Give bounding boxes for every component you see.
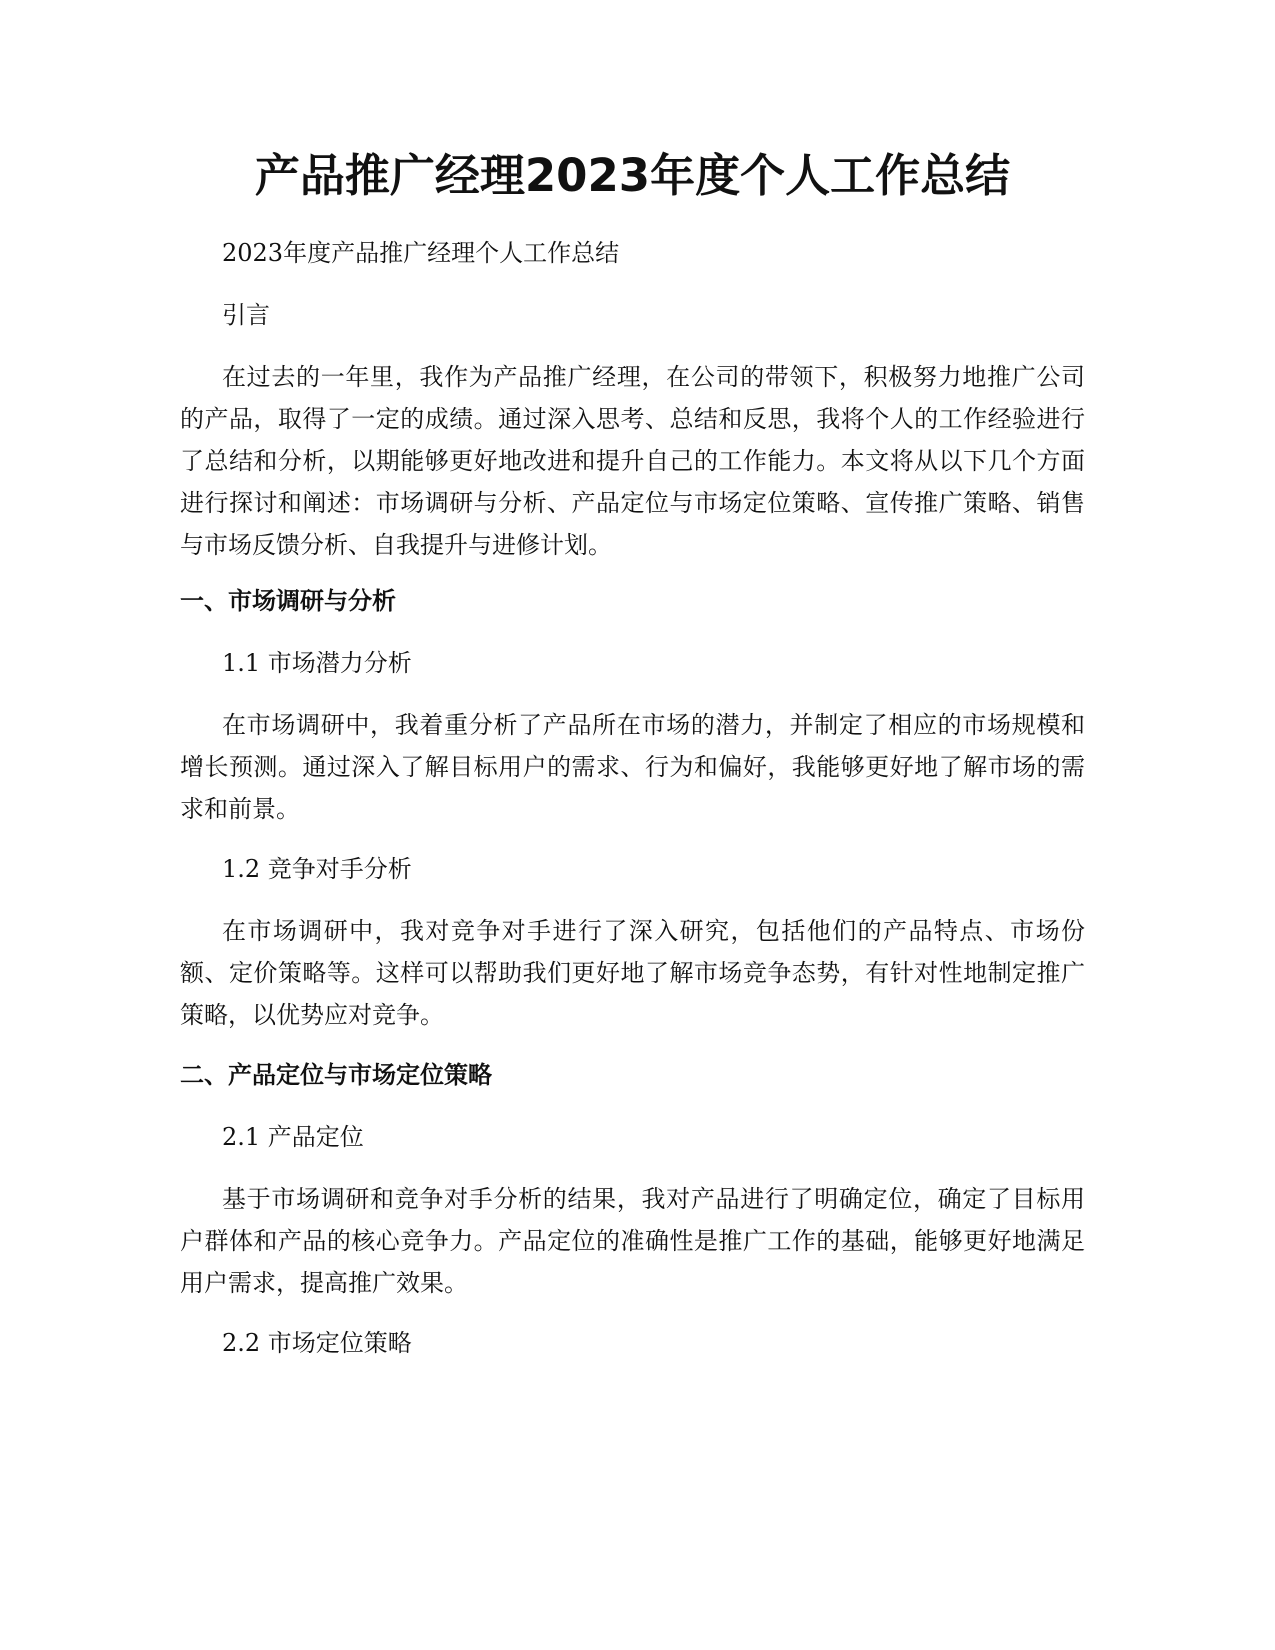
section-2-1-paragraph: 基于市场调研和竞争对手分析的结果，我对产品进行了明确定位，确定了目标用户群体和产品的核心竞争力。产品定位的准确性是推广工作的基础，能够更好地满足用户需求，提高推广效果。 (180, 1185, 1085, 1297)
section-2-2-title: 2.2 市场定位策略 (222, 1329, 412, 1357)
document-title: 产品推广经理2023年度个人工作总结 (254, 149, 1011, 202)
section-1-2-title: 1.2 竞争对手分析 (222, 855, 412, 883)
intro-label: 引言 (222, 301, 270, 329)
section-2-1-title: 2.1 产品定位 (222, 1123, 364, 1151)
document-subtitle: 2023年度产品推广经理个人工作总结 (222, 239, 620, 267)
section-1-2-paragraph: 在市场调研中，我对竞争对手进行了深入研究，包括他们的产品特点、市场份额、定价策略等。这样可以帮助我们更好地了解市场竞争态势，有针对性地制定推广策略，以优势应对竞争。 (180, 917, 1085, 1029)
section-2-heading: 二、产品定位与市场定位策略 (180, 1061, 492, 1089)
section-1-heading: 一、市场调研与分析 (180, 587, 396, 615)
section-1-1-paragraph: 在市场调研中，我着重分析了产品所在市场的潜力，并制定了相应的市场规模和增长预测。通过深入了解目标用户的需求、行为和偏好，我能够更好地了解市场的需求和前景。 (180, 711, 1085, 823)
intro-paragraph: 在过去的一年里，我作为产品推广经理，在公司的带领下，积极努力地推广公司的产品，取得了一定的成绩。通过深入思考、总结和反思，我将个人的工作经验进行了总结和分析，以期能够更好地改进和提升自己的工作能力。本文将从以下几个方面进行探讨和阐述：市场调研与分析、产品定位与市场定位策略、宣传推广策略、销售与市场反馈分析、自我提升与进修计划。 (180, 363, 1085, 559)
section-1-1-title: 1.1 市场潜力分析 (222, 649, 412, 677)
